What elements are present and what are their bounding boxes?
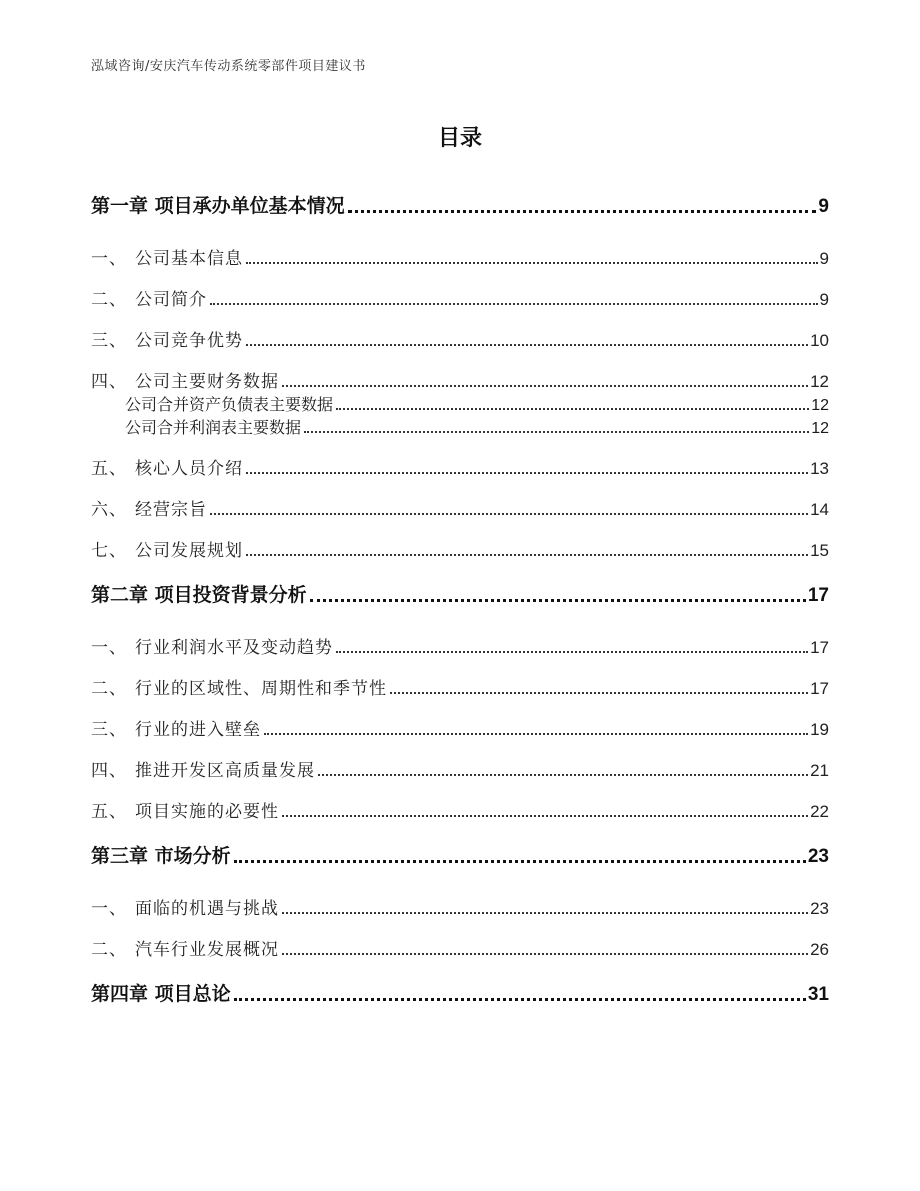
page-number: 9 — [819, 290, 829, 309]
toc-section-entry[interactable] — [91, 228, 829, 269]
toc-section-entry[interactable] — [91, 520, 829, 561]
section-title: 汽车行业发展概况 — [135, 940, 279, 960]
toc-chapter-entry[interactable] — [91, 966, 829, 1006]
toc-entry-label — [91, 797, 279, 822]
section-title: 经营宗旨 — [135, 500, 207, 520]
page-number: 23 — [810, 899, 829, 918]
page-number: 17 — [810, 638, 829, 657]
toc-title: 目录 — [437, 126, 482, 151]
section-number: 一、 — [91, 899, 127, 919]
toc-section-entry[interactable] — [91, 658, 829, 699]
page-number: 22 — [810, 802, 829, 821]
dot-leader — [246, 472, 808, 474]
toc-entry-label — [91, 392, 333, 415]
chapter-title: 第二章 项目投资背景分析 — [91, 584, 307, 606]
toc-entry-label — [91, 841, 231, 868]
toc-section-entry[interactable] — [91, 699, 829, 740]
dot-leader — [264, 733, 808, 735]
page-number: 26 — [810, 940, 829, 959]
toc-entry-label — [91, 935, 279, 960]
dot-leader — [282, 953, 808, 955]
section-title: 公司合并资产负债表主要数据 — [125, 395, 334, 414]
dot-leader — [318, 774, 808, 776]
page-number: 12 — [811, 397, 829, 414]
toc-section-entry[interactable] — [91, 392, 829, 415]
toc-section-entry[interactable] — [91, 878, 829, 919]
toc-entry-label — [91, 191, 345, 218]
spacer — [91, 868, 829, 878]
section-title: 项目实施的必要性 — [135, 802, 279, 822]
dot-leader — [234, 998, 806, 1001]
section-number: 一、 — [91, 638, 127, 658]
toc-entry-label — [91, 415, 301, 438]
toc-section-entry[interactable] — [91, 438, 829, 479]
section-title: 公司主要财务数据 — [135, 372, 279, 392]
dot-leader — [336, 408, 809, 410]
toc-section-entry[interactable] — [91, 919, 829, 960]
page-number: 9 — [818, 196, 829, 217]
section-number: 四、 — [91, 372, 127, 392]
spacer — [91, 218, 829, 228]
toc-section-entry[interactable] — [91, 269, 829, 310]
section-number: 二、 — [91, 290, 127, 310]
section-number: 七、 — [91, 541, 127, 561]
dot-leader — [304, 431, 809, 433]
page-number: 21 — [810, 761, 829, 780]
toc-section-entry[interactable] — [91, 617, 829, 658]
section-title: 推进开发区高质量发展 — [135, 761, 315, 781]
toc-section-entry[interactable] — [91, 740, 829, 781]
section-number: 四、 — [91, 761, 127, 781]
toc-entry-label — [91, 244, 243, 269]
toc-entry-label — [91, 495, 207, 520]
table-of-contents — [91, 178, 829, 1006]
toc-entry-label — [91, 536, 243, 561]
page-number: 15 — [810, 541, 829, 560]
spacer — [91, 607, 829, 617]
running-header: 泓域咨询/安庆汽车传动系统零部件项目建议书 — [91, 59, 366, 74]
section-title: 公司合并利润表主要数据 — [125, 418, 302, 437]
section-number: 二、 — [91, 940, 127, 960]
page-number: 17 — [807, 585, 829, 606]
page-number: 17 — [810, 679, 829, 698]
toc-section-entry[interactable] — [91, 781, 829, 822]
page-number: 9 — [819, 249, 829, 268]
toc-entry-label — [91, 756, 315, 781]
toc-entry-label — [91, 674, 387, 699]
toc-chapter-entry[interactable] — [91, 567, 829, 607]
toc-section-entry[interactable] — [91, 310, 829, 351]
page-number: 10 — [810, 331, 829, 350]
toc-entry-label — [91, 633, 333, 658]
dot-leader — [246, 554, 808, 556]
page-number: 12 — [810, 372, 829, 391]
dot-leader — [348, 210, 817, 213]
toc-section-entry[interactable] — [91, 351, 829, 392]
chapter-title: 第一章 项目承办单位基本情况 — [91, 195, 345, 217]
dot-leader — [282, 385, 808, 387]
page-number: 19 — [810, 720, 829, 739]
section-number: 一、 — [91, 249, 127, 269]
toc-section-entry[interactable] — [91, 415, 829, 438]
dot-leader — [282, 912, 808, 914]
dot-leader — [246, 344, 808, 346]
dot-leader — [336, 651, 808, 653]
page-number: 31 — [807, 984, 829, 1005]
toc-chapter-entry[interactable] — [91, 828, 829, 868]
toc-entry-label — [91, 367, 279, 392]
toc-chapter-entry[interactable] — [91, 178, 829, 218]
dot-leader — [210, 303, 818, 305]
chapter-title: 第三章 市场分析 — [91, 845, 231, 867]
section-number: 三、 — [91, 720, 127, 740]
toc-entry-label — [91, 715, 261, 740]
section-number: 五、 — [91, 459, 127, 479]
page-number: 13 — [810, 459, 829, 478]
dot-leader — [282, 815, 808, 817]
toc-entry-label — [91, 326, 243, 351]
section-number: 三、 — [91, 331, 127, 351]
dot-leader — [310, 599, 806, 602]
section-title: 行业利润水平及变动趋势 — [135, 638, 333, 658]
page-number: 12 — [811, 420, 829, 437]
toc-entry-label — [91, 285, 207, 310]
dot-leader — [390, 692, 808, 694]
section-title: 面临的机遇与挑战 — [135, 899, 279, 919]
section-title: 公司基本信息 — [135, 249, 243, 269]
toc-entry-label — [91, 979, 231, 1006]
section-title: 公司发展规划 — [135, 541, 243, 561]
section-title: 公司简介 — [135, 290, 207, 310]
dot-leader — [210, 513, 808, 515]
section-title: 核心人员介绍 — [135, 459, 243, 479]
section-number: 六、 — [91, 500, 127, 520]
section-title: 行业的区域性、周期性和季节性 — [135, 679, 387, 699]
dot-leader — [246, 262, 818, 264]
section-title: 公司竞争优势 — [135, 331, 243, 351]
dot-leader — [234, 860, 806, 863]
toc-entry-label — [91, 580, 307, 607]
toc-entry-label — [91, 454, 243, 479]
section-number: 二、 — [91, 679, 127, 699]
toc-section-entry[interactable] — [91, 479, 829, 520]
page-number: 14 — [810, 500, 829, 519]
page-number: 23 — [807, 846, 829, 867]
toc-entry-label — [91, 894, 279, 919]
section-title: 行业的进入壁垒 — [135, 720, 261, 740]
section-number: 五、 — [91, 802, 127, 822]
chapter-title: 第四章 项目总论 — [91, 983, 231, 1005]
